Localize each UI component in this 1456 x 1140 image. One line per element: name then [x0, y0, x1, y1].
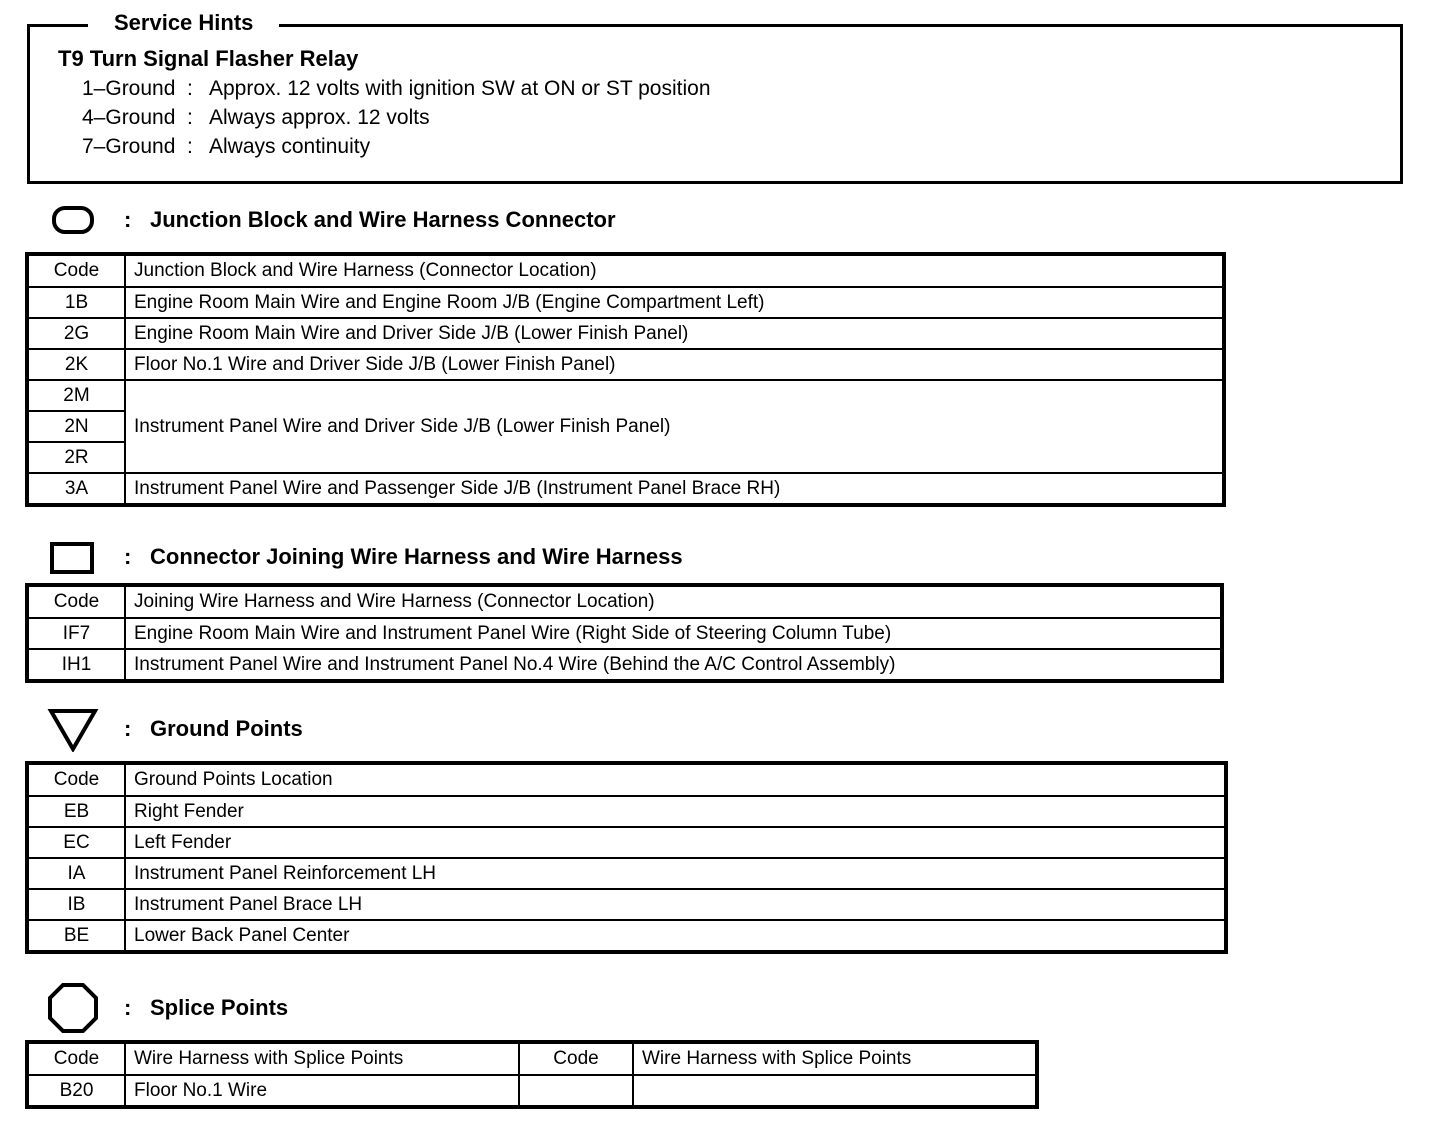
- row-code: EB: [28, 796, 125, 827]
- connector-table: [27, 585, 1222, 681]
- row-code: B20: [28, 1075, 125, 1106]
- row-desc: [633, 1075, 1036, 1106]
- row-code: 2K: [28, 349, 125, 380]
- row-desc: Instrument Panel Reinforcement LH: [125, 858, 1225, 889]
- hint-key: 7–Ground: [82, 135, 176, 158]
- header-code: Code: [28, 586, 125, 618]
- hint-line: [82, 75, 711, 103]
- service-hints-heading: T9 Turn Signal Flasher Relay: [58, 46, 359, 71]
- header-desc: Ground Points Location: [125, 764, 1225, 796]
- row-desc: Floor No.1 Wire: [125, 1075, 519, 1106]
- table-row: [28, 473, 1223, 504]
- hint-sep: :: [187, 135, 193, 158]
- header-code: Code: [28, 255, 125, 287]
- hint-sep: :: [187, 106, 193, 129]
- row-code: IA: [28, 858, 125, 889]
- header-desc: Junction Block and Wire Harness (Connector Location): [125, 255, 1223, 287]
- table-header-row: [28, 764, 1225, 796]
- table-row: [28, 1075, 1036, 1106]
- splice-section-header: [46, 983, 288, 1033]
- section-colon: :: [124, 995, 132, 1020]
- row-code: 2G: [28, 318, 125, 349]
- service-hints-title: Service Hints: [88, 9, 279, 37]
- table-header-row: [28, 255, 1223, 287]
- row-desc: Instrument Panel Brace LH: [125, 889, 1225, 920]
- header-code: Code: [28, 1043, 125, 1075]
- header-desc: Wire Harness with Splice Points: [125, 1043, 519, 1075]
- table-row: [28, 796, 1225, 827]
- header-code: Code: [28, 764, 125, 796]
- table-row: [28, 318, 1223, 349]
- row-code: 2R: [28, 442, 125, 473]
- row-desc: Instrument Panel Wire and Passenger Side J/B (Instrument Panel Brace RH): [125, 473, 1223, 504]
- rectangle-icon: [46, 534, 100, 580]
- header-desc: Wire Harness with Splice Points: [633, 1043, 1036, 1075]
- table-row: [28, 889, 1225, 920]
- row-code: 1B: [28, 287, 125, 318]
- ground-section-header: [46, 704, 303, 754]
- table-header-row: [28, 1043, 1036, 1075]
- header-code: Code: [519, 1043, 633, 1075]
- connector-section-header: [46, 532, 683, 582]
- hint-key: 4–Ground: [82, 106, 176, 129]
- hint-value: Always approx. 12 volts: [209, 106, 430, 129]
- section-colon: :: [124, 207, 132, 232]
- table-row: [28, 920, 1225, 951]
- row-desc: Left Fender: [125, 827, 1225, 858]
- junction-section-title: Junction Block and Wire Harness Connector: [150, 207, 616, 232]
- row-code: EC: [28, 827, 125, 858]
- row-code: [519, 1075, 633, 1106]
- splice-table: [27, 1042, 1037, 1107]
- header-desc: Joining Wire Harness and Wire Harness (Connector Location): [125, 586, 1221, 618]
- row-desc: Lower Back Panel Center: [125, 920, 1225, 951]
- hint-line: [82, 133, 370, 161]
- splice-section-title: Splice Points: [150, 995, 289, 1020]
- row-desc: Instrument Panel Wire and Instrument Panel No.4 Wire (Behind the A/C Control Assembly): [125, 649, 1221, 680]
- junction-section-header: [46, 195, 616, 245]
- row-desc: Right Fender: [125, 796, 1225, 827]
- row-code: 2M: [28, 380, 125, 411]
- triangle-icon: [46, 706, 100, 752]
- table-row: [28, 649, 1221, 680]
- row-desc: Engine Room Main Wire and Engine Room J/B (Engine Compartment Left): [125, 287, 1223, 318]
- row-desc: Engine Room Main Wire and Driver Side J/B (Lower Finish Panel): [125, 318, 1223, 349]
- hint-value: Always continuity: [209, 135, 371, 158]
- hint-line: [82, 104, 430, 132]
- table-row: [28, 618, 1221, 649]
- table-row: [28, 827, 1225, 858]
- table-row: [28, 380, 1223, 411]
- row-code: IH1: [28, 649, 125, 680]
- row-code: 3A: [28, 473, 125, 504]
- row-code: 2N: [28, 411, 125, 442]
- table-row: [28, 858, 1225, 889]
- row-code: IB: [28, 889, 125, 920]
- row-code: IF7: [28, 618, 125, 649]
- row-desc: Engine Room Main Wire and Instrument Panel Wire (Right Side of Steering Column Tube): [125, 618, 1221, 649]
- hint-value: Approx. 12 volts with ignition SW at ON or ST position: [209, 77, 711, 100]
- hint-sep: :: [187, 77, 193, 100]
- connector-section-title: Connector Joining Wire Harness and Wire Harness: [150, 544, 683, 569]
- ground-section-title: Ground Points: [150, 716, 303, 741]
- row-code: BE: [28, 920, 125, 951]
- octagon-icon: [46, 985, 100, 1031]
- table-row: [28, 287, 1223, 318]
- ground-table: [27, 763, 1226, 952]
- row-desc: Floor No.1 Wire and Driver Side J/B (Lower Finish Panel): [125, 349, 1223, 380]
- rounded-rectangle-icon: [46, 197, 100, 243]
- section-colon: :: [124, 544, 132, 569]
- row-desc: Instrument Panel Wire and Driver Side J/B (Lower Finish Panel): [125, 380, 1223, 473]
- table-header-row: [28, 586, 1221, 618]
- section-colon: :: [124, 716, 132, 741]
- hint-key: 1–Ground: [82, 77, 176, 100]
- table-row: [28, 349, 1223, 380]
- junction-table: [27, 254, 1224, 505]
